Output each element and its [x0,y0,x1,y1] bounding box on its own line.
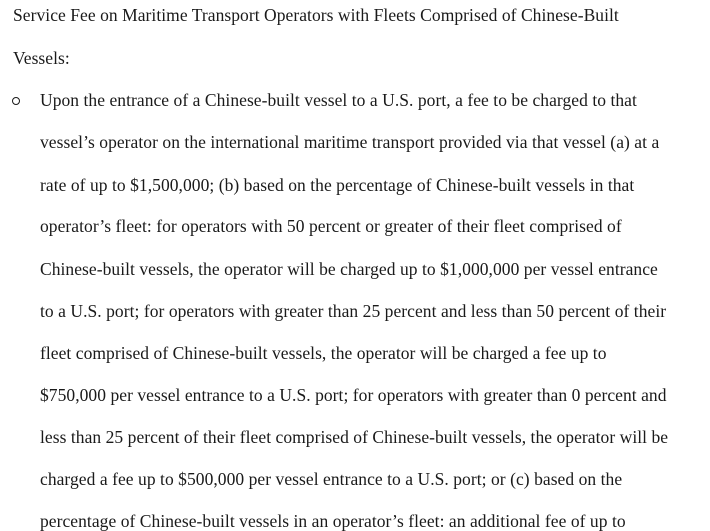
bullet-text-line: to a U.S. port; for operators with greater than 25 percent and less than 50 percent of their [40,301,667,321]
bullet-text-line: less than 25 percent of their fleet comprised of Chinese-built vessels, the operator will be [40,427,669,447]
bullet-text-line: fleet comprised of Chinese-built vessels, the operator will be charged a fee up to [40,343,607,363]
bullet-text-line: charged a fee up to $500,000 per vessel entrance to a U.S. port; or (c) based on the [40,469,623,489]
bullet-text-line: rate of up to $1,500,000; (b) based on the percentage of Chinese-built vessels in that [40,175,635,195]
bullet-text-line: Chinese-built vessels, the operator will be charged up to $1,000,000 per vessel entrance [40,259,658,279]
bullet-text-line: Upon the entrance of a Chinese-built vessel to a U.S. port, a fee to be charged to that [40,90,637,110]
bullet-text-line: vessel’s operator on the international maritime transport provided via that vessel (a) at a [40,132,660,152]
bullet-text-line: operator’s fleet: for operators with 50 percent or greater of their fleet comprised of [40,216,622,236]
hollow-circle-bullet-icon [12,97,20,105]
bullet-text-line: percentage of Chinese-built vessels in an operator’s fleet: an additional fee of up to [40,511,626,531]
section-heading-line-2: Vessels: [13,48,70,68]
section-heading-line-1: Service Fee on Maritime Transport Operators with Fleets Comprised of Chinese-Built [13,5,619,25]
bullet-text-line: $750,000 per vessel entrance to a U.S. port; for operators with greater than 0 percent and [40,385,667,405]
